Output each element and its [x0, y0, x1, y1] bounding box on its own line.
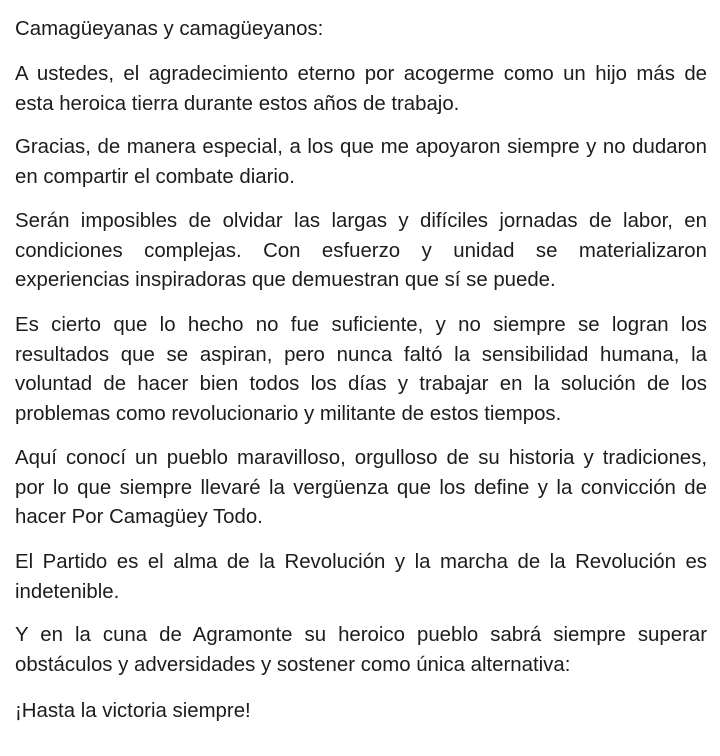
- letter-paragraph: Serán imposibles de olvidar las largas y difíciles jornadas de labor, en condiciones complejas. Con esfuerzo y unidad se materializaron experiencias inspiradoras que demuestran que sí se puede.: [15, 210, 707, 291]
- letter-paragraph: El Partido es el alma de la Revolución y la marcha de la Revolución es indetenible.: [15, 551, 707, 603]
- letter-closing: ¡Hasta la victoria siempre!: [15, 700, 251, 722]
- letter-greeting: Camagüeyanas y camagüeyanos:: [15, 18, 324, 40]
- letter-paragraph: Aquí conocí un pueblo maravilloso, orgulloso de su historia y tradiciones, por lo que siempre llevaré la vergüenza que los define y la convicción de hacer Por Camagüey Todo.: [15, 447, 707, 528]
- letter-paragraph: Es cierto que lo hecho no fue suficiente, y no siempre se logran los resultados que se aspiran, pero nunca faltó la sensibilidad humana, la voluntad de hacer bien todos los días y trabajar en la solución de los problemas como revolucionario y militante de estos tiempos.: [15, 314, 707, 425]
- letter-paragraph: Gracias, de manera especial, a los que me apoyaron siempre y no dudaron en compartir el combate diario.: [15, 136, 707, 188]
- letter-paragraph: Y en la cuna de Agramonte su heroico pueblo sabrá siempre superar obstáculos y adversidades y sostener como única alternativa:: [15, 624, 707, 676]
- letter-paragraph: A ustedes, el agradecimiento eterno por acogerme como un hijo más de esta heroica tierra durante estos años de trabajo.: [15, 63, 707, 115]
